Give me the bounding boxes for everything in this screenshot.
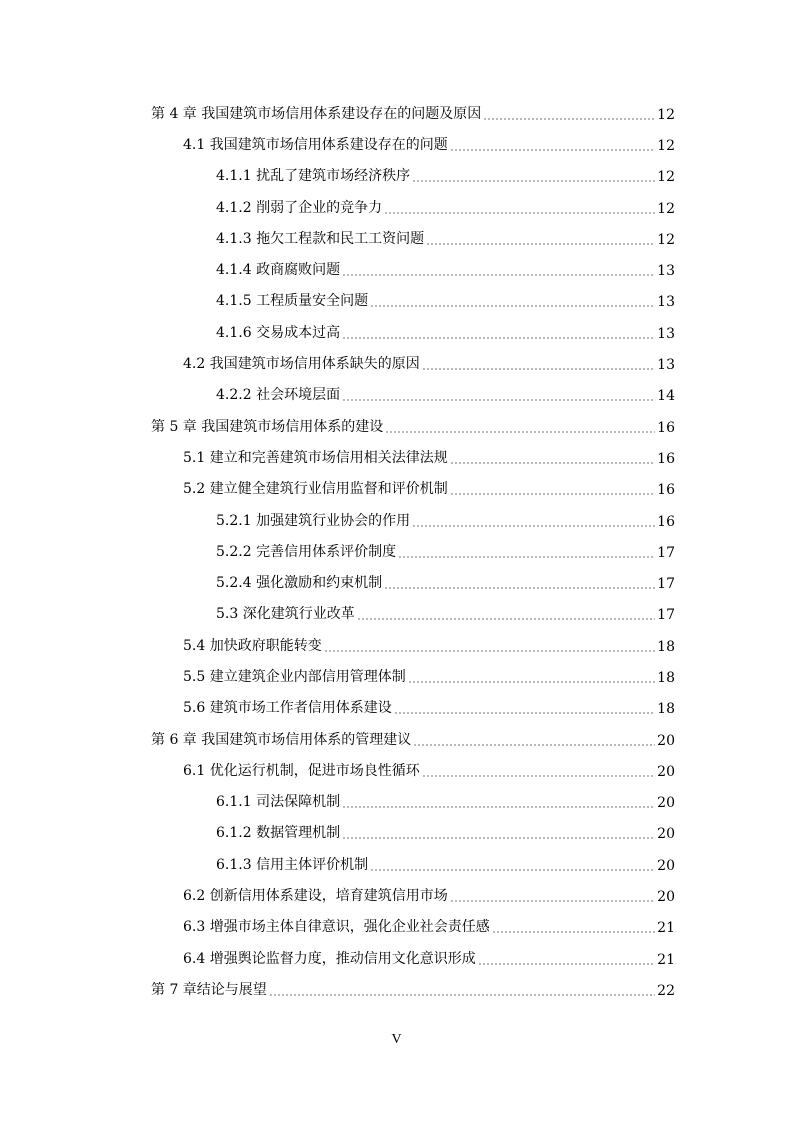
toc-dot-leader [478, 963, 655, 965]
toc-entry[interactable] [0, 535, 793, 566]
toc-entry[interactable] [0, 191, 793, 222]
toc-dot-leader [412, 180, 655, 182]
toc-dot-leader [398, 556, 655, 558]
toc-entry-line [183, 635, 675, 655]
toc-entry-title: 6.4 增强舆论监督力度，推动信用文化意识形成 [183, 950, 476, 967]
toc-entry-line [216, 322, 675, 342]
toc-entry-line [216, 290, 675, 310]
toc-entry-line [183, 447, 675, 467]
toc-entry-title: 4.1 我国建筑市场信用体系建设存在的问题 [183, 136, 448, 153]
toc-entry-title: 6.3 增强市场主体自律意识，强化企业社会责任感 [183, 919, 490, 936]
toc-entry-line [216, 603, 675, 623]
toc-entry[interactable] [0, 817, 793, 848]
toc-entry[interactable] [0, 879, 793, 910]
toc-entry[interactable] [0, 723, 793, 754]
toc-entry-title: 5.2.1 加强建筑行业协会的作用 [216, 512, 411, 529]
toc-entry-title: 5.6 建筑市场工作者信用体系建设 [183, 700, 392, 717]
toc-entry-page: 13 [657, 263, 675, 280]
toc-entry-line [183, 666, 675, 686]
toc-dot-leader [483, 118, 655, 120]
toc-entry-title: 4.1.1 扰乱了建筑市场经济秩序 [216, 168, 411, 185]
toc-entry-page: 16 [657, 419, 675, 436]
toc-dot-leader [342, 837, 655, 839]
toc-entry-page: 12 [657, 200, 675, 217]
toc-entry-line [183, 885, 675, 905]
toc-dot-leader [422, 775, 655, 777]
toc-entry-title: 4.1.2 削弱了企业的竞争力 [216, 199, 383, 216]
toc-dot-leader [342, 337, 655, 339]
toc-entry-line [216, 197, 675, 217]
toc-entry-page: 16 [657, 513, 675, 530]
toc-dot-leader [422, 368, 655, 370]
toc-entry-title: 6.2 创新信用体系建设，培育建筑信用市场 [183, 888, 448, 905]
toc-entry[interactable] [0, 629, 793, 660]
toc-entry-title: 5.2.4 强化激励和约束机制 [216, 575, 383, 592]
toc-dot-leader [450, 149, 655, 151]
toc-entry-page: 17 [657, 607, 675, 624]
toc-entry-line [216, 228, 675, 248]
toc-entry-title: 4.2 我国建筑市场信用体系缺失的原因 [183, 356, 420, 373]
toc-entry-title: 第 5 章 我国建筑市场信用体系的建设 [151, 418, 384, 435]
toc-entry[interactable] [0, 379, 793, 410]
toc-entry-title: 5.5 建立建筑企业内部信用管理体制 [183, 668, 406, 685]
toc-entry-line [183, 760, 675, 780]
toc-entry[interactable] [0, 566, 793, 597]
toc-entry-line [216, 572, 675, 592]
toc-entry-line [151, 103, 675, 123]
toc-entry-page: 16 [657, 450, 675, 467]
toc-entry[interactable] [0, 316, 793, 347]
toc-entry[interactable] [0, 911, 793, 942]
toc-entry-page: 20 [657, 857, 675, 874]
toc-entry-page: 13 [657, 325, 675, 342]
toc-entry-title: 5.2 建立健全建筑行业信用监督和评价机制 [183, 481, 448, 498]
toc-entry-line [151, 729, 675, 749]
toc-entry-line [183, 353, 675, 373]
toc-entry[interactable] [0, 253, 793, 284]
toc-entry-line [183, 948, 675, 968]
toc-dot-leader [412, 525, 655, 527]
toc-entry[interactable] [0, 754, 793, 785]
toc-dot-leader [450, 900, 655, 902]
toc-entry-page: 12 [657, 106, 675, 123]
toc-entry-line [216, 510, 675, 530]
toc-entry[interactable] [0, 128, 793, 159]
toc-entry-title: 4.1.5 工程质量安全问题 [216, 293, 369, 310]
toc-dot-leader [426, 243, 655, 245]
toc-dot-leader [342, 399, 655, 401]
toc-entry[interactable] [0, 441, 793, 472]
toc-entry-title: 4.1.6 交易成本过高 [216, 324, 341, 341]
toc-entry-page: 12 [657, 137, 675, 154]
toc-dot-leader [370, 305, 655, 307]
toc-dot-leader [342, 274, 655, 276]
toc-dot-leader [342, 806, 655, 808]
toc-entry-title: 4.2.2 社会环境层面 [216, 387, 341, 404]
toc-dot-leader [384, 212, 655, 214]
toc-entry[interactable] [0, 660, 793, 691]
toc-entry-line [183, 916, 675, 936]
toc-entry-page: 16 [657, 482, 675, 499]
toc-entry-title: 第 4 章 我国建筑市场信用体系建设存在的问题及原因 [151, 105, 482, 122]
toc-dot-leader [370, 869, 655, 871]
page-number: V [391, 1032, 402, 1047]
toc-entry[interactable] [0, 160, 793, 191]
toc-entry-title: 6.1.1 司法保障机制 [216, 794, 341, 811]
toc-entry-title: 4.1.3 拖欠工程款和民工工资问题 [216, 230, 425, 247]
toc-entry-page: 14 [657, 388, 675, 405]
toc-entry-title: 6.1 优化运行机制，促进市场良性循环 [183, 762, 420, 779]
toc-entry-title: 5.1 建立和完善建筑市场信用相关法律法规 [183, 449, 448, 466]
toc-entry-line [151, 979, 675, 999]
toc-entry[interactable] [0, 347, 793, 378]
toc-entry-line [151, 416, 675, 436]
toc-entry-title: 第 6 章 我国建筑市场信用体系的管理建议 [151, 731, 412, 748]
toc-dot-leader [450, 493, 655, 495]
toc-dot-leader [408, 681, 655, 683]
toc-entry-line [216, 384, 675, 404]
toc-entry[interactable] [0, 410, 793, 441]
toc-entry[interactable] [0, 786, 793, 817]
toc-entry-line [183, 134, 675, 154]
toc-entry[interactable] [0, 285, 793, 316]
toc-entry-line [216, 791, 675, 811]
toc-entry[interactable] [0, 598, 793, 629]
toc-entry[interactable] [0, 692, 793, 723]
toc-entry-page: 22 [657, 982, 675, 999]
toc-dot-leader [450, 462, 655, 464]
toc-entry[interactable] [0, 222, 793, 253]
toc-entry-title: 4.1.4 政商腐败问题 [216, 262, 341, 279]
toc-entry-title: 第 7 章结论与展望 [151, 981, 267, 998]
toc-entry-page: 21 [657, 951, 675, 968]
toc-entry-page: 21 [657, 920, 675, 937]
toc-dot-leader [492, 931, 655, 933]
table-of-contents [0, 97, 793, 1005]
toc-dot-leader [324, 650, 655, 652]
toc-entry-page: 20 [657, 889, 675, 906]
toc-entry[interactable] [0, 848, 793, 879]
toc-entry-title: 6.1.3 信用主体评价机制 [216, 856, 369, 873]
toc-entry-title: 6.1.2 数据管理机制 [216, 825, 341, 842]
toc-dot-leader [357, 618, 655, 620]
toc-entry-line [183, 697, 675, 717]
toc-entry-page: 17 [657, 544, 675, 561]
toc-entry-page: 12 [657, 231, 675, 248]
toc-entry-line [216, 822, 675, 842]
toc-entry-page: 20 [657, 763, 675, 780]
toc-dot-leader [269, 994, 655, 996]
toc-dot-leader [385, 431, 655, 433]
toc-entry[interactable] [0, 504, 793, 535]
toc-entry-page: 20 [657, 795, 675, 812]
toc-entry-page: 18 [657, 638, 675, 655]
toc-entry-page: 17 [657, 576, 675, 593]
toc-entry-page: 13 [657, 357, 675, 374]
toc-entry-page: 13 [657, 294, 675, 311]
toc-entry[interactable] [0, 942, 793, 973]
toc-entry-page: 18 [657, 701, 675, 718]
toc-dot-leader [394, 712, 655, 714]
toc-entry-line [216, 541, 675, 561]
toc-entry-line [216, 854, 675, 874]
toc-entry-page: 20 [657, 826, 675, 843]
toc-entry-line [183, 478, 675, 498]
toc-entry-title: 5.3 深化建筑行业改革 [216, 606, 355, 623]
toc-entry-line [216, 259, 675, 279]
toc-entry-page: 12 [657, 169, 675, 186]
toc-dot-leader [384, 587, 655, 589]
toc-entry[interactable] [0, 97, 793, 128]
toc-entry-page: 20 [657, 732, 675, 749]
toc-entry-title: 5.2.2 完善信用体系评价制度 [216, 543, 397, 560]
toc-entry[interactable] [0, 473, 793, 504]
toc-entry-line [216, 165, 675, 185]
toc-dot-leader [413, 744, 655, 746]
toc-entry-title: 5.4 加快政府职能转变 [183, 637, 322, 654]
toc-entry-page: 18 [657, 669, 675, 686]
toc-entry[interactable] [0, 973, 793, 1004]
